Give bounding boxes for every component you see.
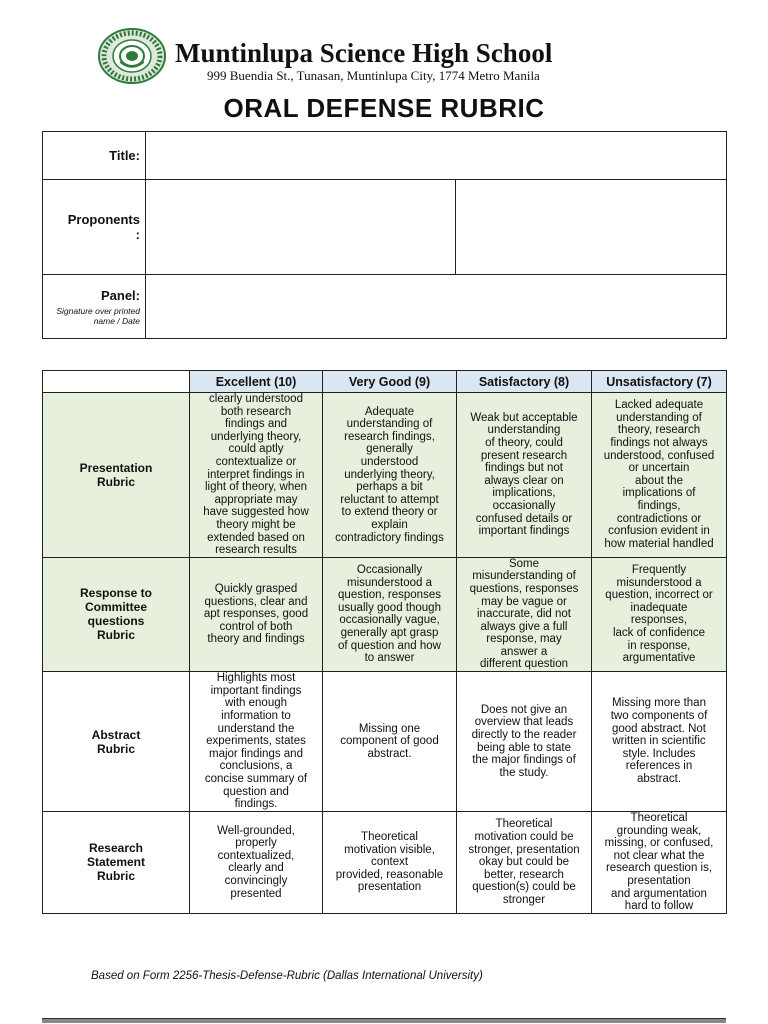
rubric-cell: Well-grounded, properly contextualized, clearly and convincingly presented — [190, 812, 323, 914]
panel-hint: Signature over printed name / Date — [56, 305, 140, 326]
proponents-field-2[interactable] — [456, 180, 727, 275]
proponents-field-1[interactable] — [146, 180, 456, 275]
rubric-cell: Quickly grasped questions, clear and apt responses, good control of both theory and findings — [190, 557, 323, 671]
criterion-label: Presentation Rubric — [43, 393, 190, 558]
rubric-table — [42, 370, 727, 914]
panel-label-cell — [43, 275, 146, 339]
footer-divider — [42, 1018, 726, 1023]
panel-row — [43, 275, 727, 339]
rubric-cell: Theoretical motivation visible, context provided, reasonable presentation — [323, 812, 457, 914]
info-table — [42, 131, 727, 339]
rubric-cell: Missing one component of good abstract. — [323, 672, 457, 812]
rubric-cell: Highlights most important findings with enough information to understand the experiments, states major findings and conclusions, a concise summary of question and findings. — [190, 672, 323, 812]
footer-note: Based on Form 2256-Thesis-Defense-Rubric (Dallas International University) — [91, 970, 483, 982]
rubric-row-presentation — [43, 393, 727, 558]
column-very-good: Very Good (9) — [323, 371, 457, 393]
rubric-row-response — [43, 557, 727, 671]
title-field[interactable] — [146, 132, 727, 180]
criterion-label: Research Statement Rubric — [43, 812, 190, 914]
title-row — [43, 132, 727, 180]
rubric-cell: clearly understood both research findings and underlying theory, could aptly contextualize or interpret findings in light of theory, when appropriate may have suggested how theory might be extended based on research results — [190, 393, 323, 558]
rubric-cell: Does not give an overview that leads directly to the reader being able to state the major findings of the study. — [457, 672, 592, 812]
school-address: 999 Buendia St., Tunasan, Muntinlupa City, 1774 Metro Manila — [207, 68, 540, 83]
rubric-row-research-statement — [43, 812, 727, 914]
rubric-cell: Lacked adequate understanding of theory, research findings not always understood, confused or uncertain about the implications of findings, contradictions or confusion evident in how material handled — [592, 393, 727, 558]
panel-field[interactable] — [146, 275, 727, 339]
column-satisfactory: Satisfactory (8) — [457, 371, 592, 393]
rubric-cell: Occasionally misunderstood a question, responses usually good though occasionally vague, generally apt grasp of question and how to answer — [323, 557, 457, 671]
title-label: Title: — [43, 132, 146, 180]
rubric-cell: Weak but acceptable understanding of theory, could present research findings but not always clear on implications, occasionally confused details or important findings — [457, 393, 592, 558]
rubric-cell: Missing more than two components of good abstract. Not written in scientific style. Includes references in abstract. — [592, 672, 727, 812]
rubric-cell: Adequate understanding of research findings, generally understood underlying theory, perhaps a bit reluctant to attempt to extend theory or explain contradictory findings — [323, 393, 457, 558]
proponents-row — [43, 180, 727, 275]
rubric-cell: Theoretical grounding weak, missing, or confused, not clear what the research question is, presentation and argumentation hard to follow — [592, 812, 727, 914]
panel-label: Panel: — [100, 287, 140, 303]
school-seal-icon — [98, 28, 166, 84]
criterion-label: Abstract Rubric — [43, 672, 190, 812]
proponents-label: Proponents : — [43, 180, 146, 275]
rubric-cell: Theoretical motivation could be stronger, presentation okay but could be better, research question(s) could be stronger — [457, 812, 592, 914]
school-name: Muntinlupa Science High School — [175, 38, 553, 68]
rubric-cell: Some misunderstanding of questions, responses may be vague or inaccurate, did not always give a full response, may answer a different question — [457, 557, 592, 671]
column-unsatisfactory: Unsatisfactory (7) — [592, 371, 727, 393]
rubric-cell: Frequently misunderstood a question, incorrect or inadequate responses, lack of confidence in response, argumentative — [592, 557, 727, 671]
document-header — [0, 26, 768, 86]
rubric-header-blank — [43, 371, 190, 393]
column-excellent: Excellent (10) — [190, 371, 323, 393]
criterion-label: Response to Committee questions Rubric — [43, 557, 190, 671]
page-title: ORAL DEFENSE RUBRIC — [223, 93, 545, 123]
rubric-row-abstract — [43, 672, 727, 812]
rubric-header-row — [43, 371, 727, 393]
